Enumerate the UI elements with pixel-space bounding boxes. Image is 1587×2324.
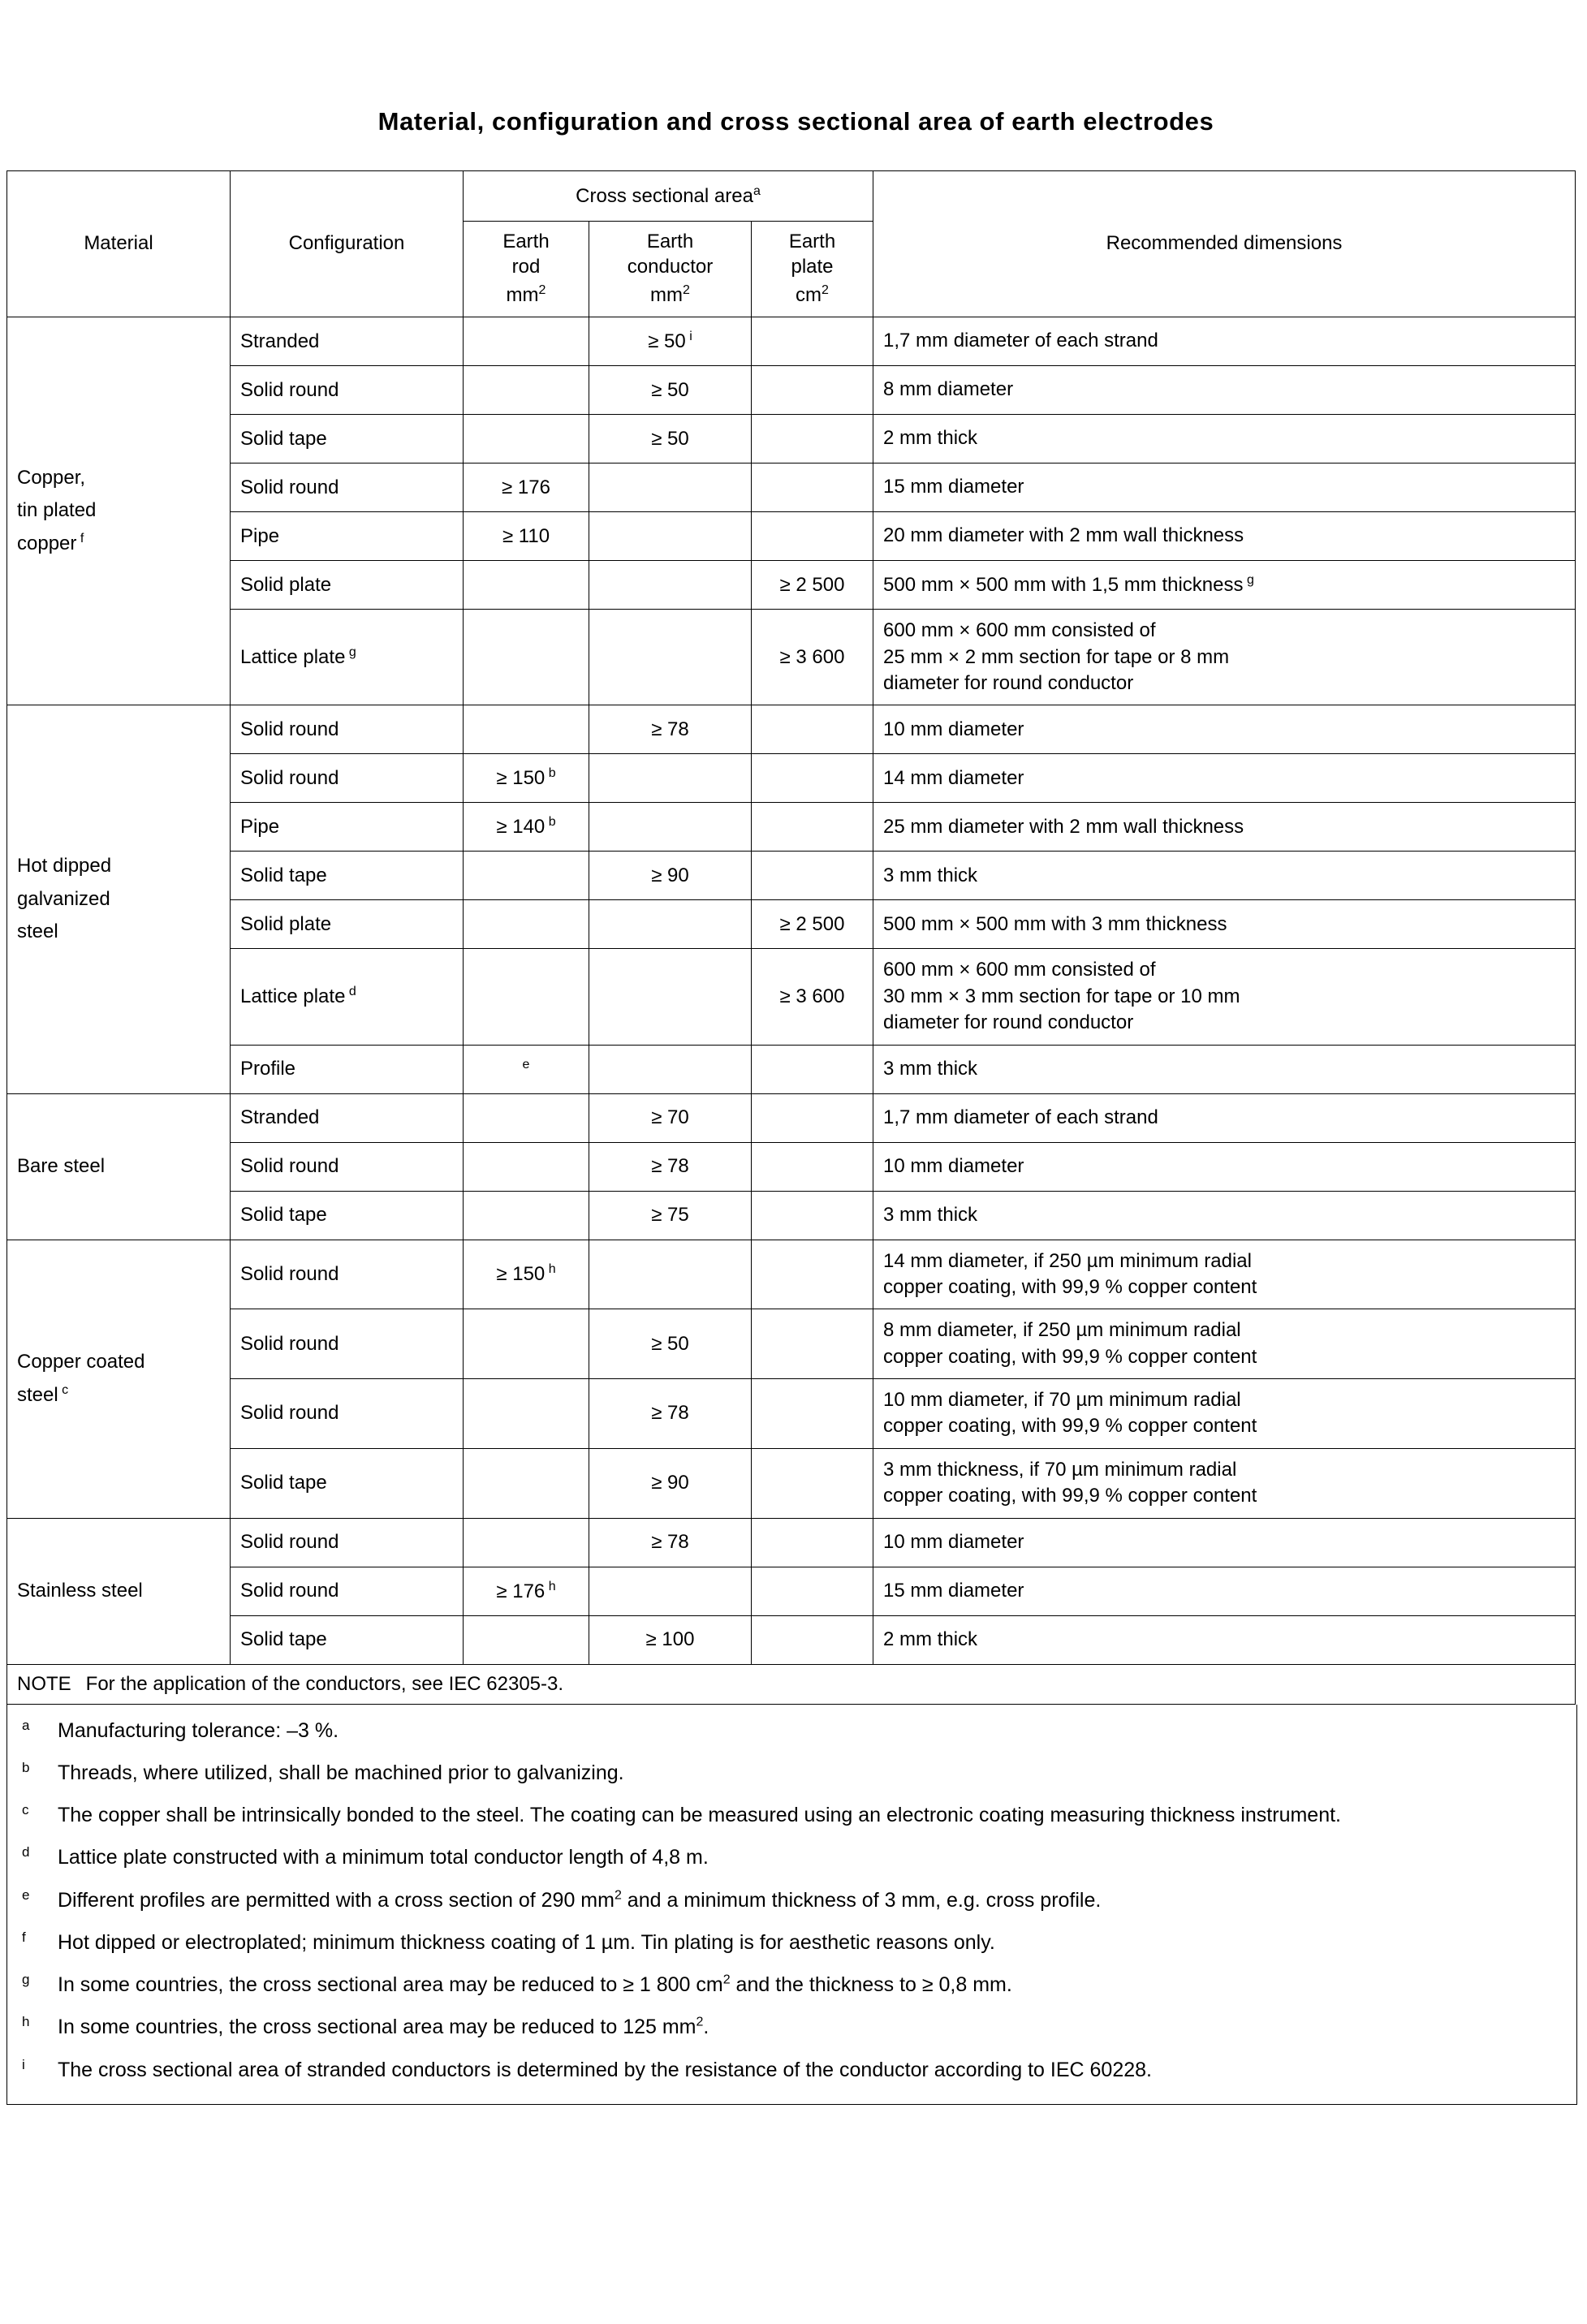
recommended-dimensions-cell: 3 mm thick xyxy=(873,852,1576,900)
configuration-cell: Lattice plate $^d$ xyxy=(231,949,464,1045)
earth-plate-value xyxy=(752,1142,873,1191)
footnote-text: Different profiles are permitted with a cross section of 290 $mm^2$ and a minimum thickness of 3 mm, e.g. cross profile. xyxy=(58,1888,1102,1912)
table-header xyxy=(7,171,1576,317)
earth-rod-value xyxy=(464,900,589,949)
footnote-mark: a xyxy=(22,1717,30,1733)
material-footnote-mark: c xyxy=(58,1382,69,1397)
configuration-cell: Solid round xyxy=(231,1379,464,1449)
header-earth-plate-l1: Earth xyxy=(788,231,836,252)
header-earth-conductor xyxy=(589,222,752,317)
footnote-exponent: 2 xyxy=(722,1973,731,1987)
footnote-text: Hot dipped or electroplated; minimum thickness coating of 1 µm. Tin plating is for aesthetic reasons only. xyxy=(58,1930,995,1954)
recommended-dimensions-cell: 8 mm diameter xyxy=(873,366,1576,415)
earth-conductor-value xyxy=(589,949,752,1045)
material-cell xyxy=(7,317,231,705)
earth-plate-value xyxy=(752,415,873,464)
material-label: Copper, xyxy=(17,466,86,489)
earth-plate-value xyxy=(752,1191,873,1240)
header-earth-plate xyxy=(752,222,873,317)
earth-plate-value xyxy=(752,1518,873,1567)
recommended-dimensions-cell: 15 mm diameter xyxy=(873,1567,1576,1615)
footnote-mark: h xyxy=(22,2014,30,2030)
configuration-cell: Solid round xyxy=(231,1567,464,1615)
earth-rod-value xyxy=(464,1142,589,1191)
table-row xyxy=(7,415,1576,464)
earth-conductor-value xyxy=(589,754,752,803)
footnote-row xyxy=(22,2055,1559,2085)
earth-rod-value: ≥ 110 xyxy=(464,512,589,561)
note-row xyxy=(7,1664,1576,1704)
earth-plate-value: ≥ 2 500 xyxy=(752,561,873,610)
header-earth-conductor-unit: $mm^2$ xyxy=(650,283,690,307)
earth-plate-value: ≥ 3 600 xyxy=(752,949,873,1045)
earth-plate-value xyxy=(752,1045,873,1093)
footnote-mark: e xyxy=(22,1886,30,1903)
earth-conductor-value: ≥ 100 xyxy=(589,1615,752,1664)
earth-rod-value: ≥ 176 xyxy=(464,464,589,512)
configuration-cell: Solid round xyxy=(231,705,464,754)
earth-rod-value xyxy=(464,705,589,754)
configuration-cell: Solid plate xyxy=(231,561,464,610)
configuration-cell: Solid round xyxy=(231,1240,464,1309)
recommended-dimensions-cell: 1,7 mm diameter of each strand xyxy=(873,317,1576,366)
footnote-text: Threads, where utilized, shall be machined prior to galvanizing. xyxy=(58,1761,624,1784)
footnote-text: The cross sectional area of stranded conductors is determined by the resistance of the conductor according to IEC 60228. xyxy=(58,2058,1152,2081)
footnote-exponent: 2 xyxy=(696,2016,704,2030)
earth-conductor-value xyxy=(589,610,752,705)
earth-conductor-value: ≥ 50 xyxy=(589,1309,752,1379)
earth-conductor-value: ≥ 78 xyxy=(589,705,752,754)
earth-plate-value: ≥ 2 500 xyxy=(752,900,873,949)
earth-conductor-value xyxy=(589,1567,752,1615)
header-earth-rod-unit: $mm^2$ xyxy=(506,283,546,307)
recommended-dimensions-cell: 15 mm diameter xyxy=(873,464,1576,512)
earth-plate-value xyxy=(752,1093,873,1142)
earth-rod-value xyxy=(464,366,589,415)
table-row xyxy=(7,1518,1576,1567)
footnote-text: Manufacturing tolerance: –3 %. xyxy=(58,1718,339,1742)
configuration-cell: Solid round xyxy=(231,464,464,512)
note-label: NOTE xyxy=(17,1672,71,1695)
footnote-mark: b xyxy=(22,1759,30,1775)
footnote-mark: f xyxy=(22,1929,26,1945)
earth-rod-value: ≥ 150 $^b$ xyxy=(464,754,589,803)
header-material: Material xyxy=(7,171,231,317)
earth-plate-value xyxy=(752,1448,873,1518)
header-configuration: Configuration xyxy=(231,171,464,317)
footnote-text: In some countries, the cross sectional area may be reduced to 125 $mm^2$. xyxy=(58,2016,709,2039)
earth-plate-value xyxy=(752,317,873,366)
material-label: copper xyxy=(17,532,77,555)
material-label: tin plated xyxy=(17,499,97,522)
material-label: steel xyxy=(17,921,58,943)
header-cross-sectional-area xyxy=(464,171,873,222)
configuration-cell: Solid round xyxy=(231,1142,464,1191)
table-note xyxy=(7,1664,1576,1704)
table-row xyxy=(7,1045,1576,1093)
material-label: steel xyxy=(17,1383,58,1406)
footnote-row xyxy=(22,1970,1559,1999)
material-cell xyxy=(7,705,231,1093)
table-row xyxy=(7,1448,1576,1518)
footnote-mark: i xyxy=(22,2056,25,2072)
earth-conductor-value: ≥ 70 xyxy=(589,1093,752,1142)
earth-plate-value xyxy=(752,464,873,512)
configuration-cell: Solid tape xyxy=(231,1448,464,1518)
recommended-dimensions-cell: 10 mm diameter xyxy=(873,1518,1576,1567)
earth-rod-value-footnote-mark: h xyxy=(545,1579,556,1593)
configuration-cell: Solid round xyxy=(231,1309,464,1379)
recommended-dimensions-cell: 2 mm thick xyxy=(873,1615,1576,1664)
earth-rod-value-footnote-mark: b xyxy=(545,766,556,781)
footnote-mark: g xyxy=(22,1972,30,1988)
table-row xyxy=(7,561,1576,610)
table-row xyxy=(7,366,1576,415)
recommended-dimensions-cell: 2 mm thick xyxy=(873,415,1576,464)
recommended-dimensions-cell: 20 mm diameter with 2 mm wall thickness xyxy=(873,512,1576,561)
earth-electrodes-table xyxy=(6,170,1576,1705)
earth-conductor-value xyxy=(589,561,752,610)
table-row xyxy=(7,464,1576,512)
footnote-row xyxy=(22,1928,1559,1957)
configuration-cell: Pipe xyxy=(231,803,464,852)
earth-rod-value: ≥ 176 $^h$ xyxy=(464,1567,589,1615)
configuration-footnote-mark: d xyxy=(345,985,356,999)
recommended-dimensions-cell: 10 mm diameter, if 70 µm minimum radial copper coating, with 99,9 % copper content xyxy=(873,1379,1576,1449)
table-row xyxy=(7,1615,1576,1664)
earth-rod-value xyxy=(464,1191,589,1240)
earth-conductor-value: ≥ 78 xyxy=(589,1379,752,1449)
recommended-dimensions-cell: 600 mm × 600 mm consisted of 25 mm × 2 mm section for tape or 8 mm diameter for round conductor xyxy=(873,610,1576,705)
earth-rod-value-footnote-mark: b xyxy=(545,815,556,830)
recommended-dimensions-cell: 600 mm × 600 mm consisted of 30 mm × 3 mm section for tape or 10 mm diameter for round conductor xyxy=(873,949,1576,1045)
header-earth-plate-l2: plate xyxy=(791,255,834,278)
earth-rod-value xyxy=(464,1518,589,1567)
header-csa-footnote-mark: a xyxy=(753,184,761,198)
configuration-cell: Profile xyxy=(231,1045,464,1093)
material-label: Hot dipped xyxy=(17,854,112,877)
earth-rod-value-footnote-mark: e xyxy=(522,1057,530,1071)
earth-plate-value xyxy=(752,1567,873,1615)
table-row xyxy=(7,949,1576,1045)
table-row xyxy=(7,317,1576,366)
earth-plate-value xyxy=(752,1309,873,1379)
configuration-cell: Stranded xyxy=(231,1093,464,1142)
material-label: Stainless steel xyxy=(17,1579,143,1602)
footnote-mark: d xyxy=(22,1844,30,1860)
table-row xyxy=(7,1567,1576,1615)
recommended-dimensions-cell: 10 mm diameter xyxy=(873,1142,1576,1191)
earth-rod-value xyxy=(464,561,589,610)
header-earth-rod-l2: rod xyxy=(511,255,541,278)
table-row xyxy=(7,803,1576,852)
earth-rod-value xyxy=(464,1045,589,1093)
earth-plate-value: ≥ 3 600 xyxy=(752,610,873,705)
table-row xyxy=(7,1191,1576,1240)
earth-rod-value xyxy=(464,610,589,705)
recommended-dimensions-cell: 14 mm diameter xyxy=(873,754,1576,803)
configuration-cell: Solid tape xyxy=(231,415,464,464)
earth-conductor-value xyxy=(589,900,752,949)
footnote-text: The copper shall be intrinsically bonded to the steel. The coating can be measured using an electronic coating measuring thickness instrument. xyxy=(58,1804,1341,1827)
recommended-dimensions-cell: 8 mm diameter, if 250 µm minimum radial copper coating, with 99,9 % copper content xyxy=(873,1309,1576,1379)
table-row xyxy=(7,754,1576,803)
earth-rod-value xyxy=(464,317,589,366)
earth-conductor-value: ≥ 50 xyxy=(589,415,752,464)
recommended-dimensions-cell: 3 mm thick xyxy=(873,1045,1576,1093)
earth-conductor-value xyxy=(589,803,752,852)
material-label: Bare steel xyxy=(17,1154,106,1177)
recommended-dimensions-cell: 10 mm diameter xyxy=(873,705,1576,754)
configuration-cell: Solid round xyxy=(231,754,464,803)
configuration-cell: Solid tape xyxy=(231,1615,464,1664)
earth-plate-value xyxy=(752,366,873,415)
header-earth-conductor-l1: Earth xyxy=(646,231,694,252)
table-row xyxy=(7,610,1576,705)
table-row xyxy=(7,1093,1576,1142)
table-row xyxy=(7,512,1576,561)
earth-rod-value: ≥ 150 $^h$ xyxy=(464,1240,589,1309)
earth-conductor-value xyxy=(589,464,752,512)
earth-conductor-value xyxy=(589,1240,752,1309)
earth-plate-value xyxy=(752,1379,873,1449)
header-earth-rod xyxy=(464,222,589,317)
material-footnote-mark: f xyxy=(76,532,84,546)
earth-rod-value xyxy=(464,415,589,464)
earth-plate-value xyxy=(752,754,873,803)
earth-rod-value xyxy=(464,1093,589,1142)
earth-plate-value xyxy=(752,705,873,754)
header-csa-label: Cross sectional area xyxy=(576,185,753,207)
table-row xyxy=(7,900,1576,949)
configuration-cell: Solid tape xyxy=(231,1191,464,1240)
configuration-cell: Stranded xyxy=(231,317,464,366)
recommended-dimensions-cell: 3 mm thickness, if 70 µm minimum radial copper coating, with 99,9 % copper content xyxy=(873,1448,1576,1518)
configuration-cell: Solid tape xyxy=(231,852,464,900)
configuration-cell: Solid round xyxy=(231,1518,464,1567)
configuration-footnote-mark: g xyxy=(345,645,356,660)
header-recommended-dimensions: Recommended dimensions xyxy=(873,171,1576,317)
earth-rod-value xyxy=(464,1379,589,1449)
table-row xyxy=(7,1142,1576,1191)
earth-rod-value-footnote-mark: h xyxy=(545,1262,556,1277)
earth-conductor-value-footnote-mark: i xyxy=(685,330,692,344)
configuration-cell: Pipe xyxy=(231,512,464,561)
material-cell xyxy=(7,1240,231,1518)
footnote-row xyxy=(22,1800,1559,1830)
footnote-row xyxy=(22,1886,1559,1915)
table-row xyxy=(7,1240,1576,1309)
footnote-exponent: 2 xyxy=(614,1888,622,1903)
recommended-dimensions-cell: 14 mm diameter, if 250 µm minimum radial copper coating, with 99,9 % copper content xyxy=(873,1240,1576,1309)
page-title: Material, configuration and cross sectional area of earth electrodes xyxy=(377,107,1214,136)
earth-rod-value xyxy=(464,1448,589,1518)
earth-plate-value xyxy=(752,1615,873,1664)
earth-conductor-value: ≥ 50 $^i$ xyxy=(589,317,752,366)
recommended-footnote-mark: g xyxy=(1243,572,1254,587)
earth-rod-value xyxy=(464,1615,589,1664)
earth-plate-value xyxy=(752,1240,873,1309)
earth-rod-value xyxy=(464,1309,589,1379)
earth-rod-value xyxy=(464,852,589,900)
footnote-text: Lattice plate constructed with a minimum total conductor length of 4,8 m. xyxy=(58,1846,709,1869)
table-row xyxy=(7,705,1576,754)
earth-plate-value xyxy=(752,852,873,900)
earth-conductor-value: ≥ 50 xyxy=(589,366,752,415)
material-label: Copper coated xyxy=(17,1350,145,1373)
recommended-dimensions-cell: 500 mm × 500 mm with 1,5 mm thickness $^g$ xyxy=(873,561,1576,610)
recommended-dimensions-cell: 3 mm thick xyxy=(873,1191,1576,1240)
table-body xyxy=(7,317,1576,1664)
footnote-row xyxy=(22,1758,1559,1787)
material-cell xyxy=(7,1093,231,1240)
material-label: galvanized xyxy=(17,887,110,910)
table-row xyxy=(7,1309,1576,1379)
footnote-mark: c xyxy=(22,1802,29,1818)
configuration-cell: Lattice plate $^g$ xyxy=(231,610,464,705)
earth-conductor-value: ≥ 90 xyxy=(589,852,752,900)
material-cell xyxy=(7,1518,231,1664)
table-row xyxy=(7,852,1576,900)
recommended-dimensions-cell: 25 mm diameter with 2 mm wall thickness xyxy=(873,803,1576,852)
earth-rod-value: ≥ 140 $^b$ xyxy=(464,803,589,852)
header-earth-rod-l1: Earth xyxy=(502,231,550,252)
footnote-row xyxy=(22,1716,1559,1745)
footnotes-block xyxy=(6,1705,1577,2105)
earth-conductor-value: ≥ 90 xyxy=(589,1448,752,1518)
header-row-group xyxy=(7,171,1576,222)
earth-conductor-value: ≥ 78 xyxy=(589,1518,752,1567)
earth-rod-value xyxy=(464,949,589,1045)
earth-conductor-value: ≥ 75 xyxy=(589,1191,752,1240)
footnote-row xyxy=(22,1843,1559,1872)
earth-conductor-value xyxy=(589,1045,752,1093)
configuration-cell: Solid round xyxy=(231,366,464,415)
note-text: For the application of the conductors, see IEC 62305-3. xyxy=(85,1672,564,1695)
header-earth-conductor-l2: conductor xyxy=(627,255,714,278)
earth-plate-value xyxy=(752,803,873,852)
configuration-cell: Solid plate xyxy=(231,900,464,949)
earth-plate-value xyxy=(752,512,873,561)
recommended-dimensions-cell: 500 mm × 500 mm with 3 mm thickness xyxy=(873,900,1576,949)
recommended-dimensions-cell: 1,7 mm diameter of each strand xyxy=(873,1093,1576,1142)
header-earth-plate-unit: $cm^2$ xyxy=(796,283,829,307)
table-row xyxy=(7,1379,1576,1449)
earth-conductor-value xyxy=(589,512,752,561)
footnote-text: In some countries, the cross sectional area may be reduced to ≥ 1 800 $cm^2$ and the thickness to ≥ 0,8 mm. xyxy=(58,1973,1012,1997)
footnote-row xyxy=(22,2012,1559,2042)
earth-conductor-value: ≥ 78 xyxy=(589,1142,752,1191)
